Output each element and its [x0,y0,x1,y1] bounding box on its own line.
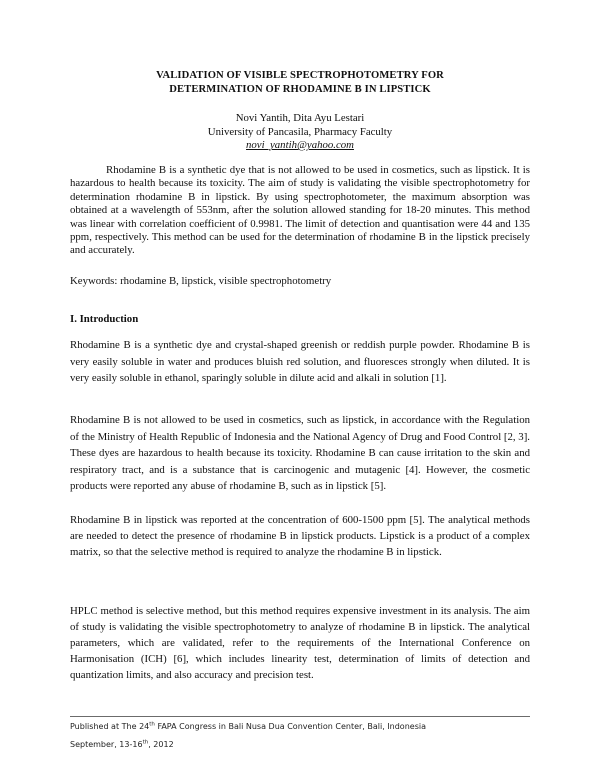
author-names: Novi Yantih, Dita Ayu Lestari [235,112,365,124]
section-heading-introduction: I. Introduction [70,313,139,325]
title-line-2: DETERMINATION OF RHODAMINE B IN LIPSTICK [169,84,431,95]
footer-divider [70,716,530,717]
abstract: Rhodamine B is a synthetic dye that is not allowed to be used in cosmetics, such as lipstick. It is hazardous to health because its toxicity. The aim of study is validating the visible spectrophotometry for determination rhodamine B in lipstick. By using spectrophotometer, the maximum absorption was obtained at a wavelength of 553nm, after the solution allowed standing for 18-20 minutes. This method was linear with correlation coefficient of 0.9981. The limit of detection and quantisation were 44 and 135 ppm, respectively. This method can be used for the determination of rhodamine B in the lipstick precisely and accurately. [70,164,530,257]
paragraph: HPLC method is selective method, but this method requires expensive investment in its analysis. The aim of study is validating the visible spectrophotometry to analyze of rhodamine B in lipstick. The analytical parameters, which are validated, refer to the requirements of the International Conference on Harmonisation (ICH) [6], which includes linearity test, determination of limits of detection and quantization limits, and also accuracy and precision test. [70,605,530,681]
author-affiliation: University of Pancasila, Pharmacy Faculty [207,125,393,138]
paper-title [70,69,530,97]
title-line-1: VALIDATION OF VISIBLE SPECTROPHOTOMETRY FOR [156,70,444,81]
paragraph: Rhodamine B in lipstick was reported at the concentration of 600-1500 ppm [5]. The analytical methods are needed to detect the presence of rhodamine B in lipstick products. Lipstick is a product of a complex matrix, so that the selective method is required to analyze the rhodamine B in lipstick. [70,514,530,558]
author-email-link[interactable]: novi_yantih@yahoo.com [246,139,354,152]
author-block [70,112,530,153]
paragraph: Rhodamine B is not allowed to be used in cosmetics, such as lipstick, in accordance with the Regulation of the Ministry of Health Republic of Indonesia and the National Agency of Drug and Food Control [2, 3]. These dyes are hazardous to health because its toxicity. Rhodamine B can cause irritation to the skin and respiratory tract, and is a substance that is carcinogenic and mutagenic [4]. However, the cosmetic products were reported any abuse of rhodamine B, such as in lipstick [5]. [70,414,530,493]
footer-date: September, 13-16th, 2012 [70,739,174,749]
keywords: Keywords: rhodamine B, lipstick, visible spectrophotometry [70,275,332,287]
paragraph: Rhodamine B is a synthetic dye and crystal-shaped greenish or reddish purple powder. Rhodamine B is very easily soluble in water and produces bluish red solution, and fluoresces strongly when diluted. It is very easily soluble in ethanol, sparingly soluble in dilute acid and alkali in solution [1]. [70,339,530,385]
footer-publication-note: Published at The 24th FAPA Congress in Bali Nusa Dua Convention Center, Bali, Indonesia [70,721,426,731]
